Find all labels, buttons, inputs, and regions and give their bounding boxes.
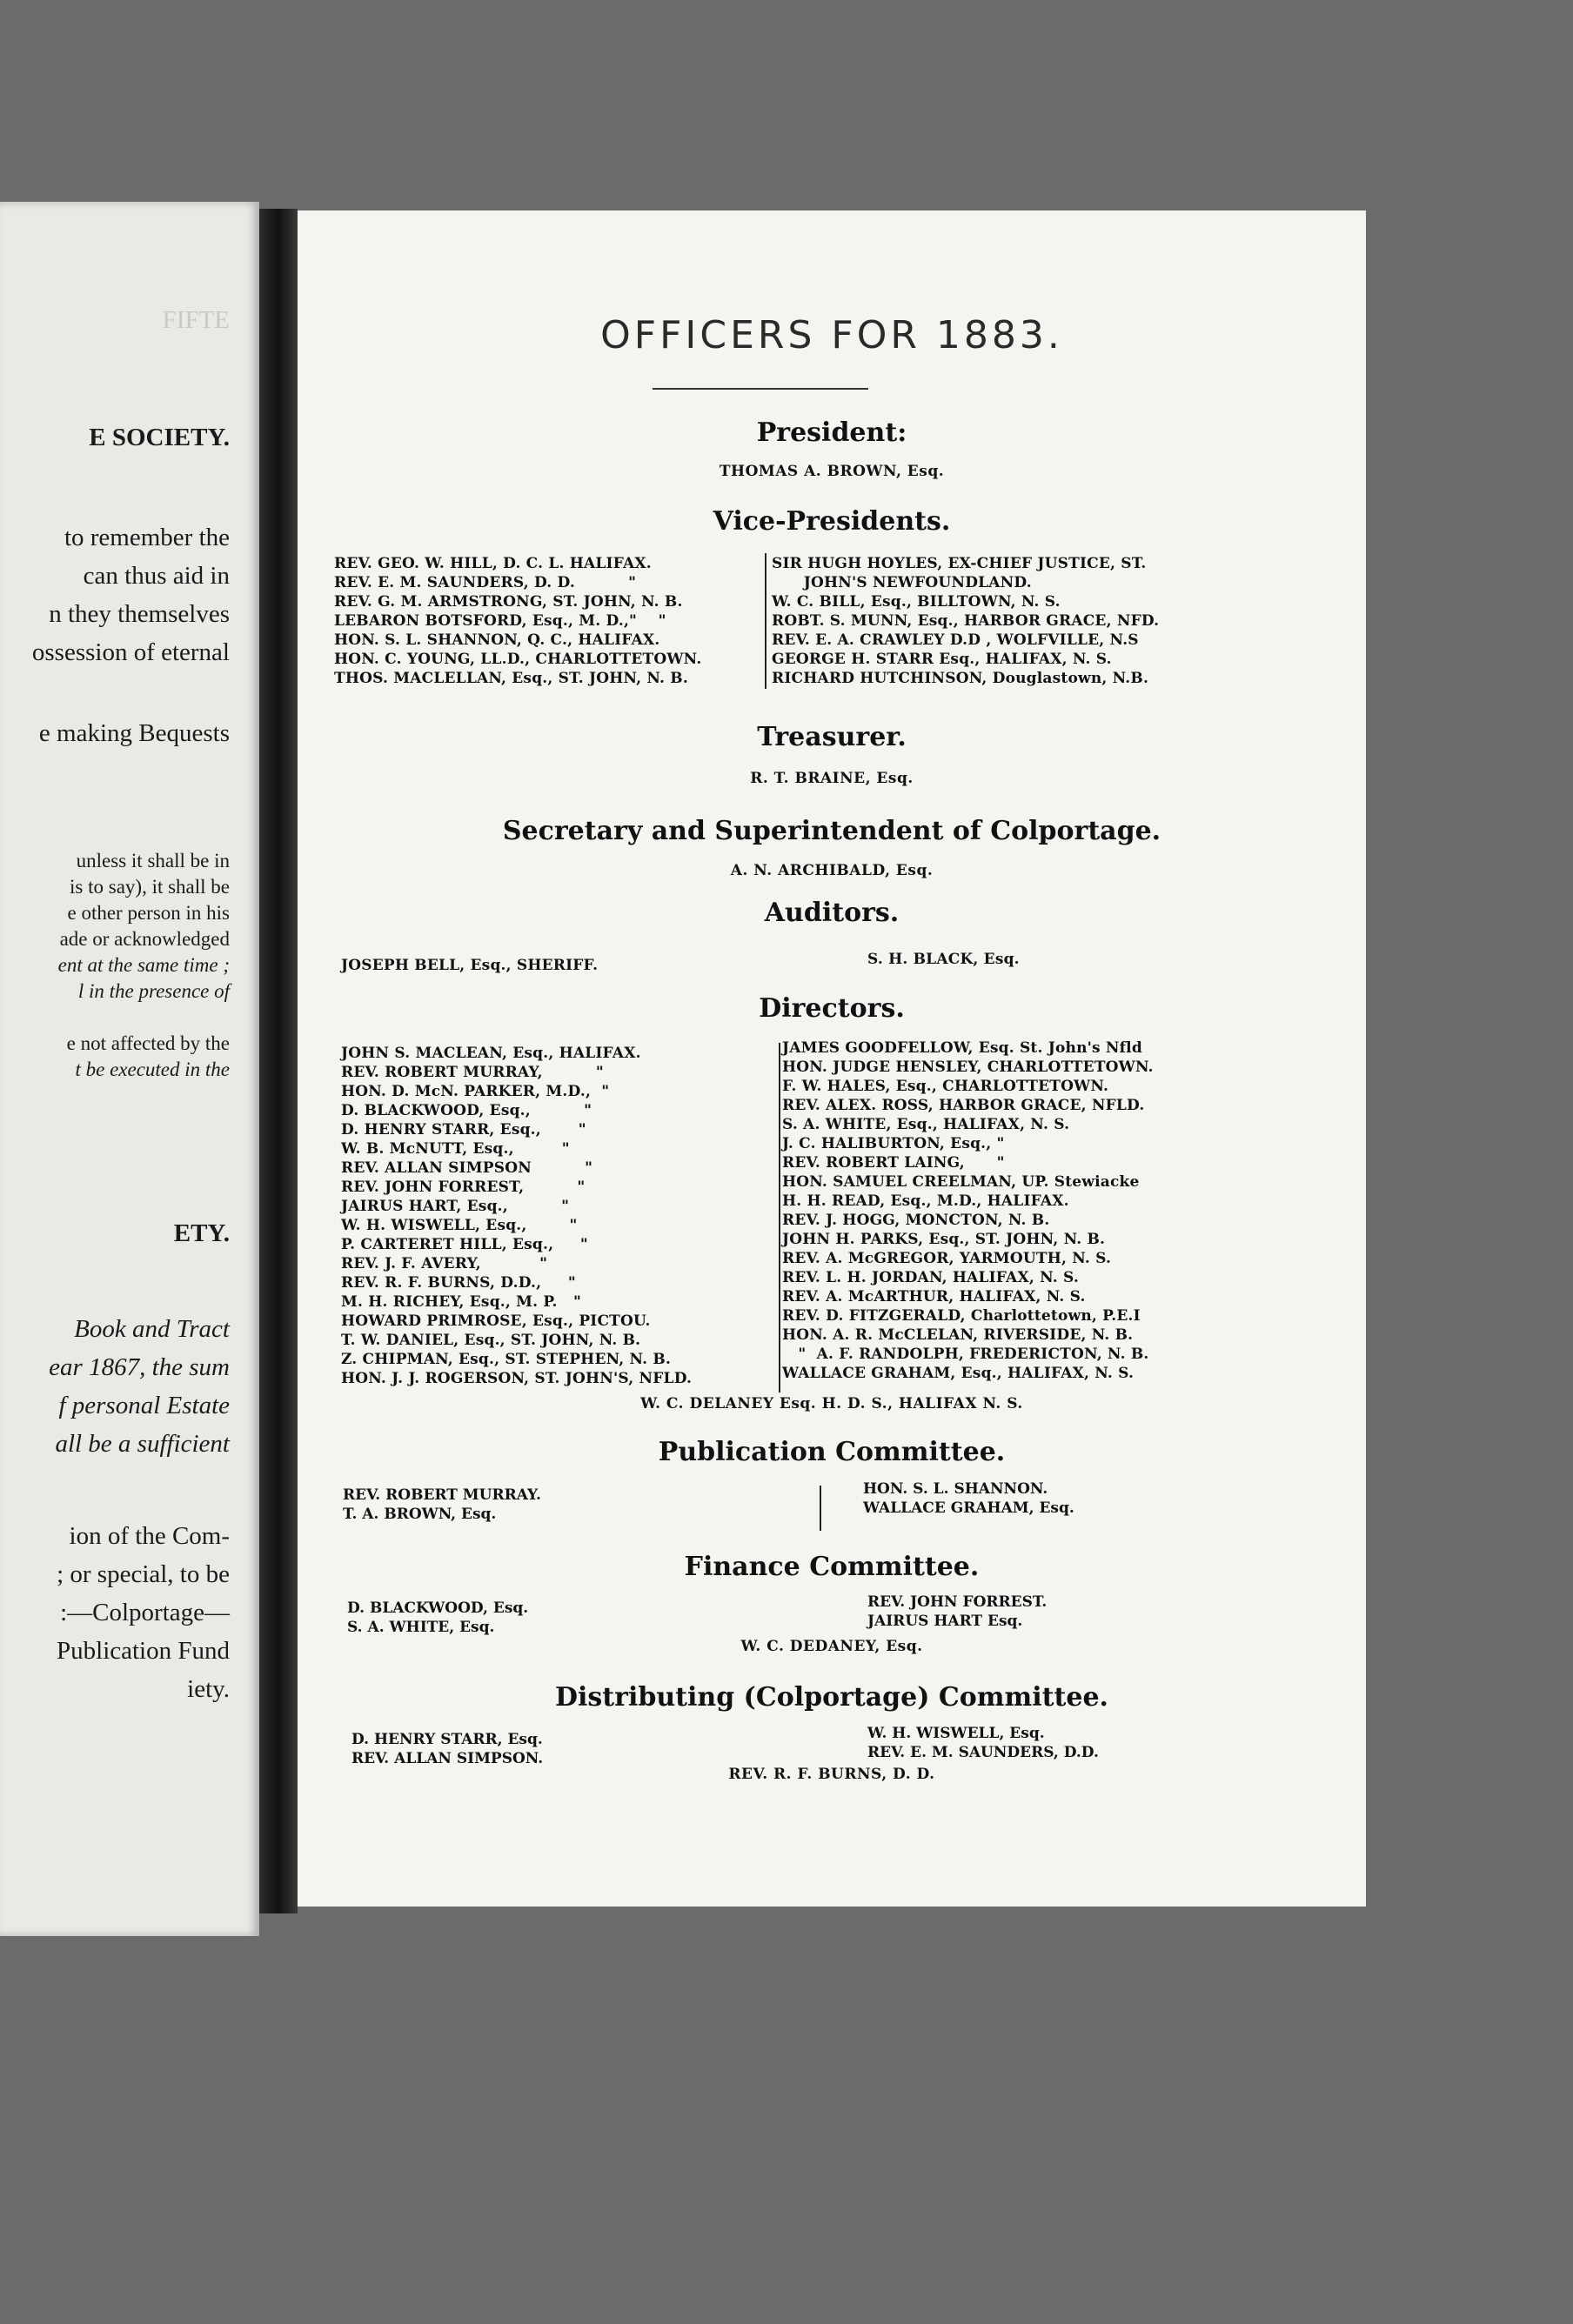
list-line: LEBARON BOTSFORD, Esq., M. D.," " bbox=[334, 612, 666, 630]
list-line: REV. J. HOGG, MONCTON, N. B. bbox=[782, 1212, 1050, 1229]
left-page-line: ETY. bbox=[173, 1219, 230, 1247]
list-line: T. A. BROWN, Esq. bbox=[343, 1506, 497, 1523]
left-page-line: e other person in his bbox=[67, 902, 230, 924]
left-page-line: e making Bequests bbox=[38, 719, 230, 747]
list-line: HON. J. J. ROGERSON, ST. JOHN'S, NFLD. bbox=[341, 1370, 693, 1387]
list-line: REV. ROBERT MURRAY, " bbox=[341, 1064, 604, 1081]
list-line: RICHARD HUTCHINSON, Douglastown, N.B. bbox=[772, 670, 1149, 687]
list-line: W. H. WISWELL, Esq., " bbox=[341, 1217, 578, 1234]
president-name: THOMAS A. BROWN, Esq. bbox=[719, 463, 945, 480]
list-line: HON. S. L. SHANNON. bbox=[863, 1480, 1048, 1498]
publication-right bbox=[863, 1479, 1074, 1518]
left-page-line: ossession of eternal bbox=[31, 638, 230, 666]
left-page-line: n they themselves bbox=[49, 600, 230, 628]
list-line: ROBT. S. MUNN, Esq., HARBOR GRACE, NFD. bbox=[772, 612, 1160, 630]
left-page-line: l in the presence of bbox=[77, 980, 230, 1002]
list-line: JOHN H. PARKS, Esq., ST. JOHN, N. B. bbox=[782, 1231, 1106, 1248]
finance-heading: Finance Committee. bbox=[684, 1552, 980, 1582]
left-page-line: f personal Estate bbox=[58, 1392, 230, 1419]
distributing-bottom-line: REV. R. F. BURNS, D. D. bbox=[728, 1766, 935, 1783]
list-line: REV. A. McARTHUR, HALIFAX, N. S. bbox=[782, 1288, 1086, 1306]
list-line: HON. D. McN. PARKER, M.D., " bbox=[341, 1083, 610, 1100]
secretary-heading: Secretary and Superintendent of Colportage. bbox=[502, 816, 1161, 846]
list-line: D. HENRY STARR, Esq., " bbox=[341, 1121, 586, 1139]
left-page-line: is to say), it shall be bbox=[70, 876, 230, 898]
list-line: REV. ALLAN SIMPSON. bbox=[351, 1750, 544, 1767]
list-line: REV. A. McGREGOR, YARMOUTH, N. S. bbox=[782, 1250, 1112, 1267]
auditors-heading: Auditors. bbox=[764, 898, 900, 928]
left-page-line: unless it shall be in bbox=[76, 850, 230, 872]
left-page-line: iety. bbox=[187, 1675, 230, 1703]
auditor-left: JOSEPH BELL, Esq., SHERIFF. bbox=[341, 957, 599, 974]
list-line: D. BLACKWOOD, Esq. bbox=[347, 1599, 529, 1617]
left-page-line: Publication Fund bbox=[57, 1637, 230, 1665]
left-page-line: e not affected by the bbox=[66, 1032, 230, 1054]
list-line: REV. ROBERT MURRAY. bbox=[343, 1486, 541, 1504]
list-line: P. CARTERET HILL, Esq., " bbox=[341, 1236, 588, 1253]
vice-presidents-heading: Vice-Presidents. bbox=[713, 506, 951, 537]
list-line: JOHN'S NEWFOUNDLAND. bbox=[772, 574, 1032, 591]
list-line: T. W. DANIEL, Esq., ST. JOHN, N. B. bbox=[341, 1332, 641, 1349]
list-line: WALLACE GRAHAM, Esq., HALIFAX, N. S. bbox=[782, 1365, 1135, 1382]
distributing-right bbox=[867, 1724, 1099, 1762]
page-title: OFFICERS FOR 1883. bbox=[600, 313, 1063, 357]
list-line: J. C. HALIBURTON, Esq., " bbox=[782, 1135, 1005, 1152]
publication-left bbox=[343, 1486, 541, 1524]
list-line: THOS. MACLELLAN, Esq., ST. JOHN, N. B. bbox=[334, 670, 688, 687]
list-line: M. H. RICHEY, Esq., M. P. " bbox=[341, 1293, 582, 1311]
list-line: REV. J. F. AVERY, " bbox=[341, 1255, 548, 1272]
list-line: W. C. BILL, Esq., BILLTOWN, N. S. bbox=[772, 593, 1061, 611]
treasurer-name: R. T. BRAINE, Esq. bbox=[750, 770, 914, 787]
directors-left bbox=[341, 1044, 692, 1388]
list-line: REV. E. A. CRAWLEY D.D , WOLFVILLE, N.S bbox=[772, 631, 1139, 649]
directors-right bbox=[782, 1038, 1154, 1383]
list-line: HON. A. R. McCLELAN, RIVERSIDE, N. B. bbox=[782, 1326, 1134, 1344]
left-page-line: ion of the Com- bbox=[69, 1522, 230, 1550]
treasurer-heading: Treasurer. bbox=[757, 722, 907, 752]
vice-presidents-right bbox=[772, 554, 1159, 688]
finance-left bbox=[347, 1599, 528, 1637]
list-line: HON. S. L. SHANNON, Q. C., HALIFAX. bbox=[334, 631, 660, 649]
list-line: REV. ALLAN SIMPSON " bbox=[341, 1159, 593, 1177]
left-page-line: FIFTE bbox=[162, 306, 230, 334]
secretary-name: A. N. ARCHIBALD, Esq. bbox=[730, 862, 934, 879]
list-line: H. H. READ, Esq., M.D., HALIFAX. bbox=[782, 1192, 1069, 1210]
list-line: REV. JOHN FORREST. bbox=[867, 1593, 1048, 1611]
list-line: SIR HUGH HOYLES, EX-CHIEF JUSTICE, ST. bbox=[772, 555, 1147, 572]
left-page-line: ade or acknowledged bbox=[59, 928, 230, 950]
list-line: REV. JOHN FORREST, " bbox=[341, 1179, 586, 1196]
left-page bbox=[0, 202, 259, 1936]
left-page-line: ent at the same time ; bbox=[57, 954, 230, 976]
left-page-line: :—Colportage— bbox=[60, 1599, 230, 1626]
list-line: D. HENRY STARR, Esq. bbox=[351, 1731, 543, 1748]
left-page-line: can thus aid in bbox=[83, 562, 230, 590]
list-line: HOWARD PRIMROSE, Esq., PICTOU. bbox=[341, 1312, 651, 1330]
left-page-line: ear 1867, the sum bbox=[49, 1353, 230, 1381]
list-line: REV. E. M. SAUNDERS, D. D. " bbox=[334, 574, 637, 591]
left-page-line: E SOCIETY. bbox=[89, 424, 230, 451]
list-line: REV. D. FITZGERALD, Charlottetown, P.E.I bbox=[782, 1307, 1141, 1325]
left-page-line: all be a sufficient bbox=[55, 1430, 230, 1458]
list-line: W. H. WISWELL, Esq. bbox=[867, 1725, 1045, 1742]
distributing-heading: Distributing (Colportage) Committee. bbox=[554, 1682, 1108, 1713]
list-line: S. A. WHITE, Esq., HALIFAX, N. S. bbox=[782, 1116, 1070, 1133]
list-line: D. BLACKWOOD, Esq., " bbox=[341, 1102, 592, 1119]
list-line: JAMES GOODFELLOW, Esq. St. John's Nfld bbox=[782, 1039, 1142, 1057]
right-page bbox=[298, 210, 1366, 1907]
list-line: REV. L. H. JORDAN, HALIFAX, N. S. bbox=[782, 1269, 1079, 1286]
book-spine bbox=[259, 209, 298, 1913]
column-divider bbox=[779, 1043, 780, 1392]
list-line: WALLACE GRAHAM, Esq. bbox=[863, 1499, 1074, 1517]
list-line: HON. C. YOUNG, LL.D., CHARLOTTETOWN. bbox=[334, 651, 702, 668]
list-line: " A. F. RANDOLPH, FREDERICTON, N. B. bbox=[782, 1346, 1149, 1363]
list-line: REV. ROBERT LAING, " bbox=[782, 1154, 1005, 1172]
list-line: GEORGE H. STARR Esq., HALIFAX, N. S. bbox=[772, 651, 1112, 668]
list-line: REV. GEO. W. HILL, D. C. L. HALIFAX. bbox=[334, 555, 652, 572]
vice-presidents-left bbox=[334, 554, 701, 688]
list-line: HON. JUDGE HENSLEY, CHARLOTTETOWN. bbox=[782, 1058, 1154, 1076]
list-line: REV. E. M. SAUNDERS, D.D. bbox=[867, 1744, 1099, 1761]
title-rule bbox=[653, 388, 868, 390]
finance-right bbox=[867, 1593, 1047, 1631]
list-line: F. W. HALES, Esq., CHARLOTTETOWN. bbox=[782, 1078, 1109, 1095]
list-line: REV. R. F. BURNS, D.D., " bbox=[341, 1274, 576, 1292]
president-heading: President: bbox=[756, 417, 907, 448]
left-page-line: Book and Tract bbox=[74, 1315, 230, 1343]
list-line: REV. ALEX. ROSS, HARBOR GRACE, NFLD. bbox=[782, 1097, 1145, 1114]
column-divider bbox=[765, 553, 766, 689]
list-line: JAIRUS HART Esq. bbox=[867, 1613, 1023, 1630]
left-page-line: t be executed in the bbox=[75, 1058, 230, 1080]
directors-bottom-line: W. C. DELANEY Esq. H. D. S., HALIFAX N. S. bbox=[640, 1395, 1023, 1412]
left-page-line: to remember the bbox=[64, 524, 230, 551]
list-line: HON. SAMUEL CREELMAN, UP. Stewiacke bbox=[782, 1173, 1140, 1191]
list-line: REV. G. M. ARMSTRONG, ST. JOHN, N. B. bbox=[334, 593, 683, 611]
list-line: JAIRUS HART, Esq., " bbox=[341, 1198, 570, 1215]
list-line: Z. CHIPMAN, Esq., ST. STEPHEN, N. B. bbox=[341, 1351, 672, 1368]
distributing-left bbox=[351, 1730, 543, 1768]
list-line: S. A. WHITE, Esq. bbox=[347, 1619, 495, 1636]
list-line: JOHN S. MACLEAN, Esq., HALIFAX. bbox=[341, 1045, 641, 1062]
list-line: W. B. McNUTT, Esq., " bbox=[341, 1140, 570, 1158]
publication-heading: Publication Committee. bbox=[658, 1437, 1006, 1467]
column-divider bbox=[820, 1486, 821, 1531]
left-page-line: ; or special, to be bbox=[57, 1560, 230, 1588]
directors-heading: Directors. bbox=[759, 993, 905, 1024]
finance-bottom-line: W. C. DEDANEY, Esq. bbox=[740, 1638, 923, 1655]
auditor-right: S. H. BLACK, Esq. bbox=[867, 951, 1020, 968]
